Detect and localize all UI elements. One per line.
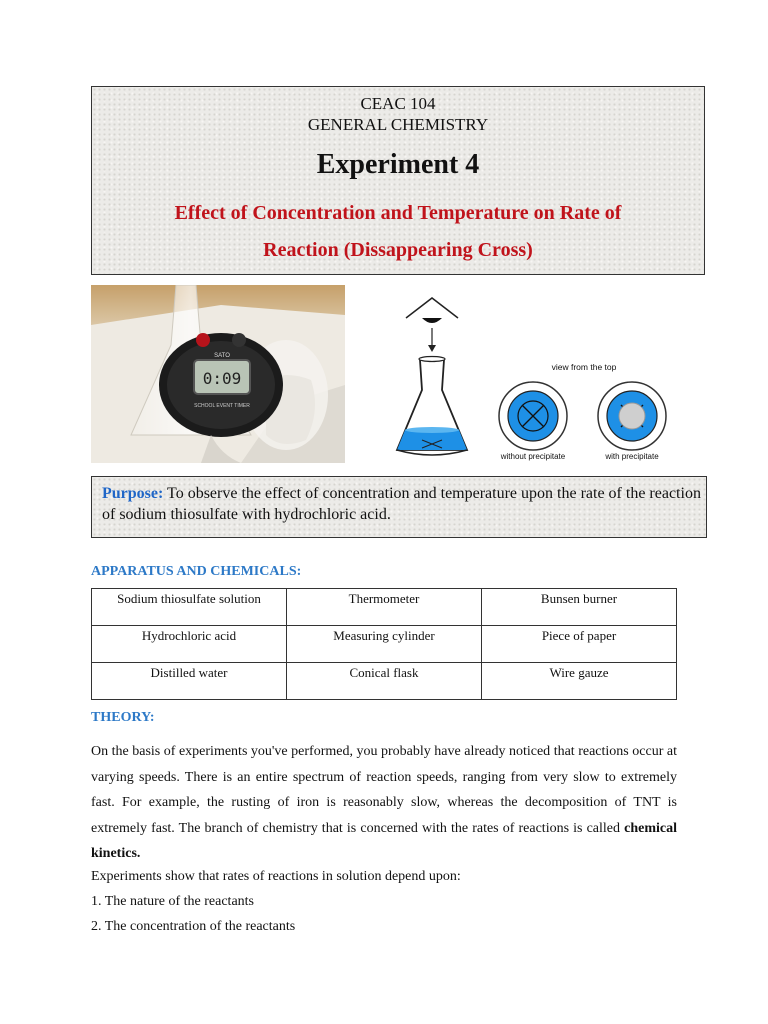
list-item: 1. The nature of the reactants [91,894,255,909]
table-row [92,589,677,626]
table-cell: Distilled water [92,663,287,700]
table-cell: Piece of paper [482,626,677,663]
table-cell: Conical flask [287,663,482,700]
stopwatch-photo [91,285,345,463]
cross-diagram [392,290,682,465]
experiment-title: Experiment 4 [316,149,480,180]
list-item: 2. The concentration of the reactants [91,919,296,934]
title-box [91,86,705,275]
view-label: view from the top [551,362,617,372]
eye-icon [406,298,458,352]
experiment-subtitle-line1: Effect of Concentration and Temperature on Rate of [174,202,622,224]
theory-intro-line: Experiments show that rates of reactions in solution depend upon: [91,869,461,884]
stopwatch-brand: SATO [214,353,230,359]
table-cell: Wire gauze [482,663,677,700]
table-cell: Thermometer [287,589,482,626]
course-code: CEAC 104 [360,94,436,113]
table-cell: Sodium thiosulfate solution [92,589,287,626]
with-precipitate-label: with precipitate [605,452,659,461]
table-row [92,663,677,700]
stopwatch-display: 0:09 [202,369,242,388]
experiment-subtitle-line2: Reaction (Dissappearing Cross) [263,239,533,261]
table-row [92,626,677,663]
theory-heading: THEORY: [91,710,155,725]
theory-paragraph [91,739,677,867]
table-cell: Bunsen burner [482,589,677,626]
theory-term: chemical kinetics. [91,820,677,861]
apparatus-table [91,588,677,700]
conical-flask-icon [397,357,467,456]
without-precipitate-label: without precipitate [500,452,566,461]
purpose-label: Purpose: [102,485,164,502]
table-cell: Hydrochloric acid [92,626,287,663]
stopwatch-label: SCHOOL EVENT TIMER [194,403,250,409]
purpose-body: To observe the effect of concentration and temperature upon the rate of the reaction of sodium thiosulfate with hydrochloric acid. [102,485,701,523]
purpose-text [102,483,702,525]
with-precipitate-icon [598,382,666,450]
table-cell: Measuring cylinder [287,626,482,663]
course-name: GENERAL CHEMISTRY [307,115,489,134]
without-precipitate-icon [499,382,567,450]
apparatus-heading: APPARATUS AND CHEMICALS: [91,564,302,579]
purpose-box [91,476,707,538]
theory-text: On the basis of experiments you've performed, you probably have already noticed that reactions occur at varying speeds. There is an entire spectrum of reaction speeds, ranging from very slow to extremely fast. For example, the rusting of iron is reasonably slow, whereas the decomposition of TNT is extremely fast. The branch of chemistry that is concerned with the rates of reactions is called [91,744,677,836]
